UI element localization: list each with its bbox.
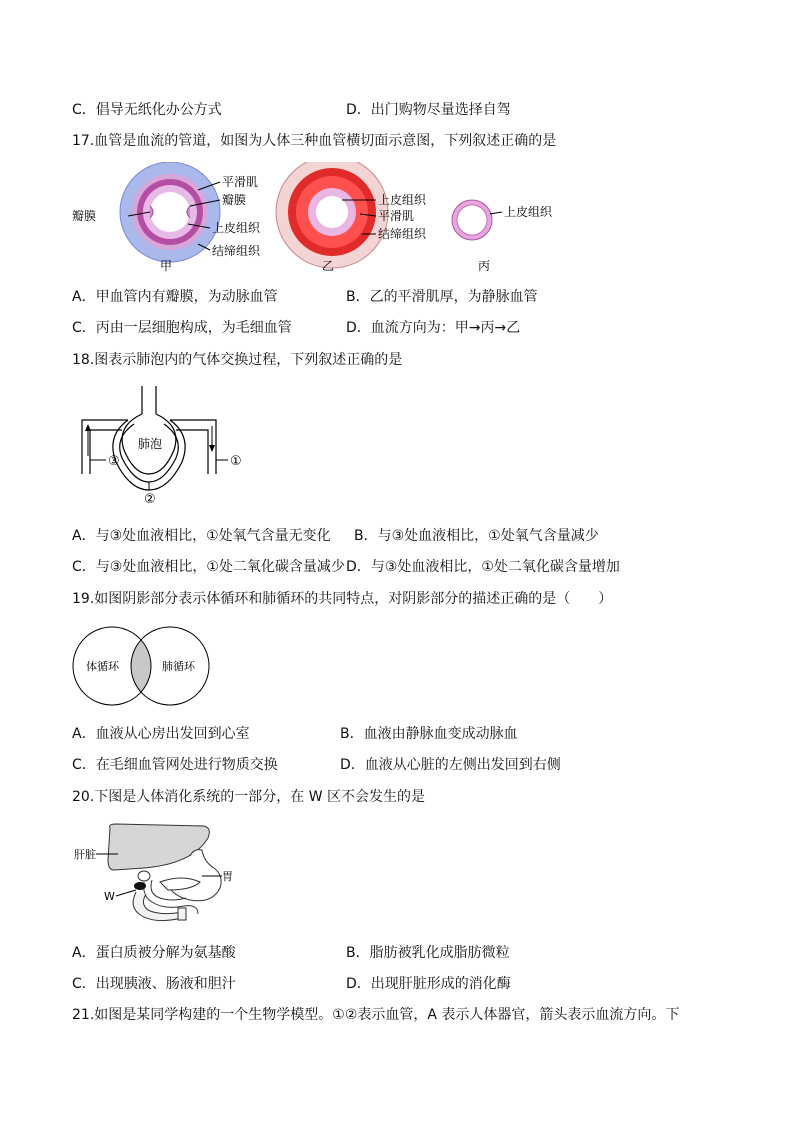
mark-1: ① <box>230 454 242 469</box>
q17-option-c: C．丙由一层细胞构成，为毛细血管 <box>72 320 292 336</box>
systemic-label: 体循环 <box>86 660 119 673</box>
q18-stem: 18.图表示肺泡内的气体交换过程，下列叙述正确的是 <box>72 352 403 368</box>
q17-stem: 17.血管是血流的管道，如图为人体三种血管横切面示意图，下列叙述正确的是 <box>72 133 557 149</box>
q17-option-b: B．乙的平滑肌厚，为静脉血管 <box>346 289 538 305</box>
q19-option-a: A．血液从心房出发回到心室 <box>72 726 250 742</box>
jia-valve-left-label: 瓣膜 <box>72 209 97 223</box>
q20-option-d: D．出现肝脏形成的消化酶 <box>346 976 511 992</box>
q20-option-c: C．出现胰液、肠液和胆汁 <box>72 976 236 992</box>
yi-connective-label: 结缔组织 <box>378 227 427 241</box>
w-label: W <box>104 890 115 903</box>
q18-option-a: A．与③处血液相比，①处氧气含量无变化 <box>72 528 331 544</box>
q19-option-d: D．血液从心脏的左侧出发回到右侧 <box>340 757 561 773</box>
label-bing: 丙 <box>478 259 491 273</box>
alveolus-gas-exchange-figure <box>76 386 256 506</box>
q21-stem: 21.如图是某同学构建的一个生物学模型。①②表示血管，A 表示人体器官，箭头表示血流方向。下 <box>72 1007 680 1023</box>
jia-smooth-muscle-label: 平滑肌 <box>222 175 259 189</box>
q20-stem: 20.下图是人体消化系统的一部分，在 W 区不会发生的是 <box>72 789 426 805</box>
q20-option-b: B．脂肪被乳化成脂肪微粒 <box>346 945 510 961</box>
yi-smooth-muscle-label: 平滑肌 <box>378 209 415 223</box>
jia-epithelium-label: 上皮组织 <box>212 221 261 235</box>
q18-option-d: D．与③处血液相比，①处二氧化碳含量增加 <box>346 559 620 575</box>
circulation-venn-figure <box>72 624 212 708</box>
bing-epithelium-label: 上皮组织 <box>504 205 553 219</box>
q17-option-d: D．血流方向为：甲→丙→乙 <box>346 320 521 336</box>
q20-option-a: A．蛋白质被分解为氨基酸 <box>72 945 236 961</box>
alveolus-label: 肺泡 <box>138 437 163 451</box>
label-jia: 甲 <box>160 259 173 273</box>
blood-vessel-cross-section-figure <box>70 162 590 274</box>
q16-option-c: C．倡导无纸化办公方式 <box>72 102 222 118</box>
q18-option-b: B．与③处血液相比，①处氧气含量减少 <box>354 528 599 544</box>
q19-option-b: B．血液由静脉血变成动脉血 <box>340 726 518 742</box>
q16-option-d: D．出门购物尽量选择自驾 <box>346 102 511 118</box>
q17-option-a: A．甲血管内有瓣膜，为动脉血管 <box>72 289 278 305</box>
yi-epithelium-label: 上皮组织 <box>378 193 427 207</box>
jia-valve-right-label: 瓣膜 <box>222 193 247 207</box>
mark-2: ② <box>144 492 156 506</box>
mark-3: ③ <box>108 454 120 469</box>
q18-option-c: C．与③处血液相比，①处二氧化碳含量减少 <box>72 559 345 575</box>
q19-stem: 19.如图阴影部分表示体循环和肺循环的共同特点，对阴影部分的描述正确的是（ ） <box>72 591 613 607</box>
pulmonary-label: 肺循环 <box>162 660 195 673</box>
label-yi: 乙 <box>322 259 335 273</box>
jia-connective-label: 结缔组织 <box>212 244 261 258</box>
digestive-system-figure <box>72 820 248 926</box>
stomach-label: 胃 <box>222 870 233 883</box>
liver-label: 肝脏 <box>74 848 96 861</box>
q19-option-c: C．在毛细血管网处进行物质交换 <box>72 757 278 773</box>
